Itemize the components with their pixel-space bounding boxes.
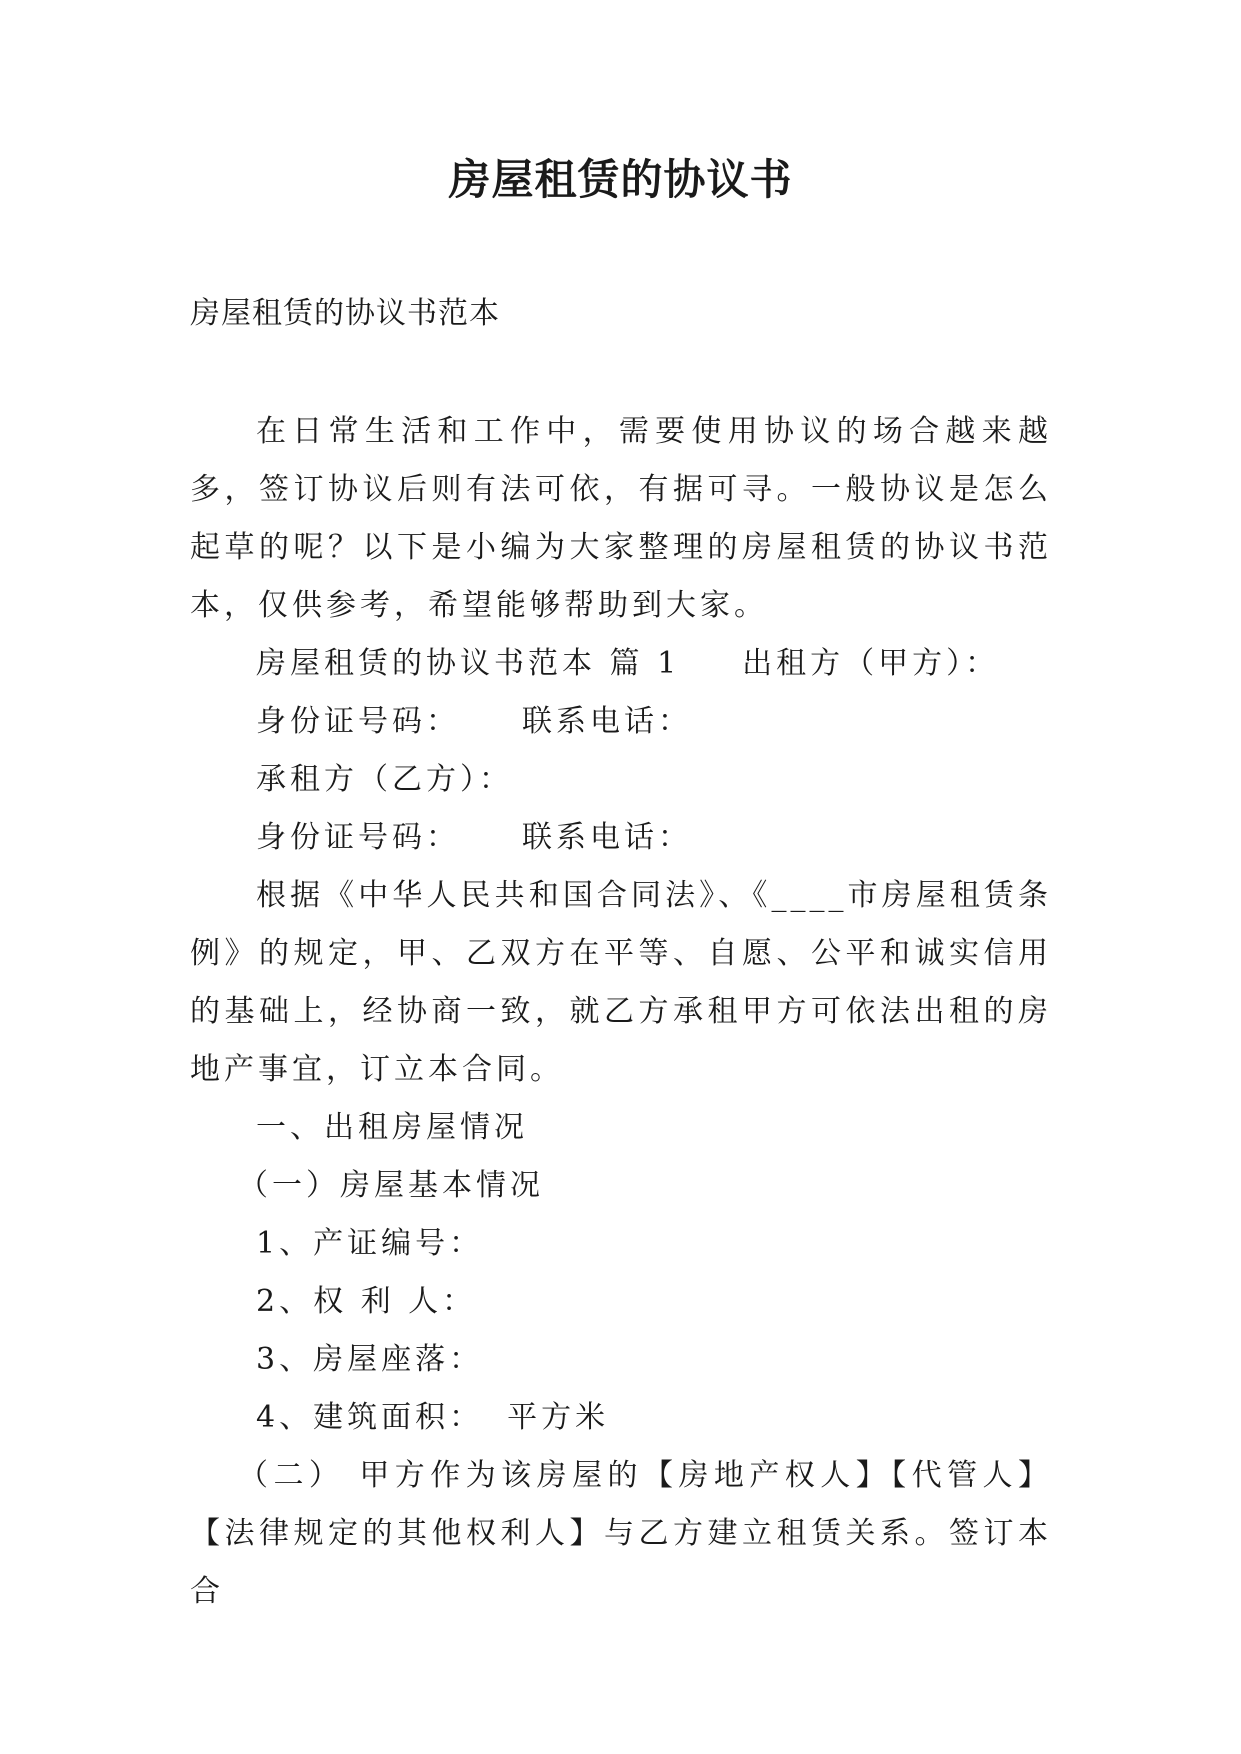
clause-2-paragraph: （二） 甲方作为该房屋的【房地产权人】【代管人】【法律规定的其他权利人】与乙方建立租赁关系。签订本合 [190, 1458, 1052, 1609]
item-4-label: 4、建筑面积： [256, 1400, 484, 1435]
item-4-line [190, 1389, 1052, 1447]
heading-1: 一、出租房屋情况 [256, 1110, 528, 1145]
item-3: 3、房屋座落： [256, 1342, 484, 1377]
lessee-line [190, 751, 1052, 809]
phone-label-1: 联系电话： [522, 704, 692, 739]
legal-basis-paragraph: 根据《中华人民共和国合同法》、《____市房屋租赁条例》的规定，甲、乙双方在平等、自愿、公平和诚实信用的基础上，经协商一致，就乙方承租甲方可依法出租的房地产事宜，订立本合同。 [190, 878, 1052, 1087]
document-subtitle: 房屋租赁的协议书范本 [190, 296, 500, 331]
lessor-label: 出租方（甲方）： [742, 646, 1000, 681]
section-line [190, 635, 1052, 693]
document-title: 房屋租赁的协议书 [448, 155, 793, 204]
lessee-label: 承租方（乙方）： [256, 762, 513, 797]
intro-paragraph: 在日常生活和工作中，需要使用协议的场合越来越多，签订协议后则有法可依，有据可寻。一般协议是怎么起草的呢？以下是小编为大家整理的房屋租赁的协议书范本，仅供参考，希望能够帮助到大家。 [190, 414, 1052, 623]
lessor-contact-line [190, 693, 1052, 751]
item-1: 1、产证编号： [256, 1226, 484, 1261]
phone-label-2: 联系电话： [522, 820, 692, 855]
item-2: 2、权 利 人： [256, 1284, 477, 1319]
section-label: 房屋租赁的协议书范本 篇 1 [256, 646, 681, 681]
document-body [190, 403, 1052, 1621]
lessee-contact-line [190, 809, 1052, 867]
id-number-label-2: 身份证号码： [256, 820, 460, 855]
heading-1-1: （一）房屋基本情况 [238, 1168, 544, 1203]
id-number-label-1: 身份证号码： [256, 704, 460, 739]
item-4-unit: 平方米 [507, 1400, 610, 1435]
